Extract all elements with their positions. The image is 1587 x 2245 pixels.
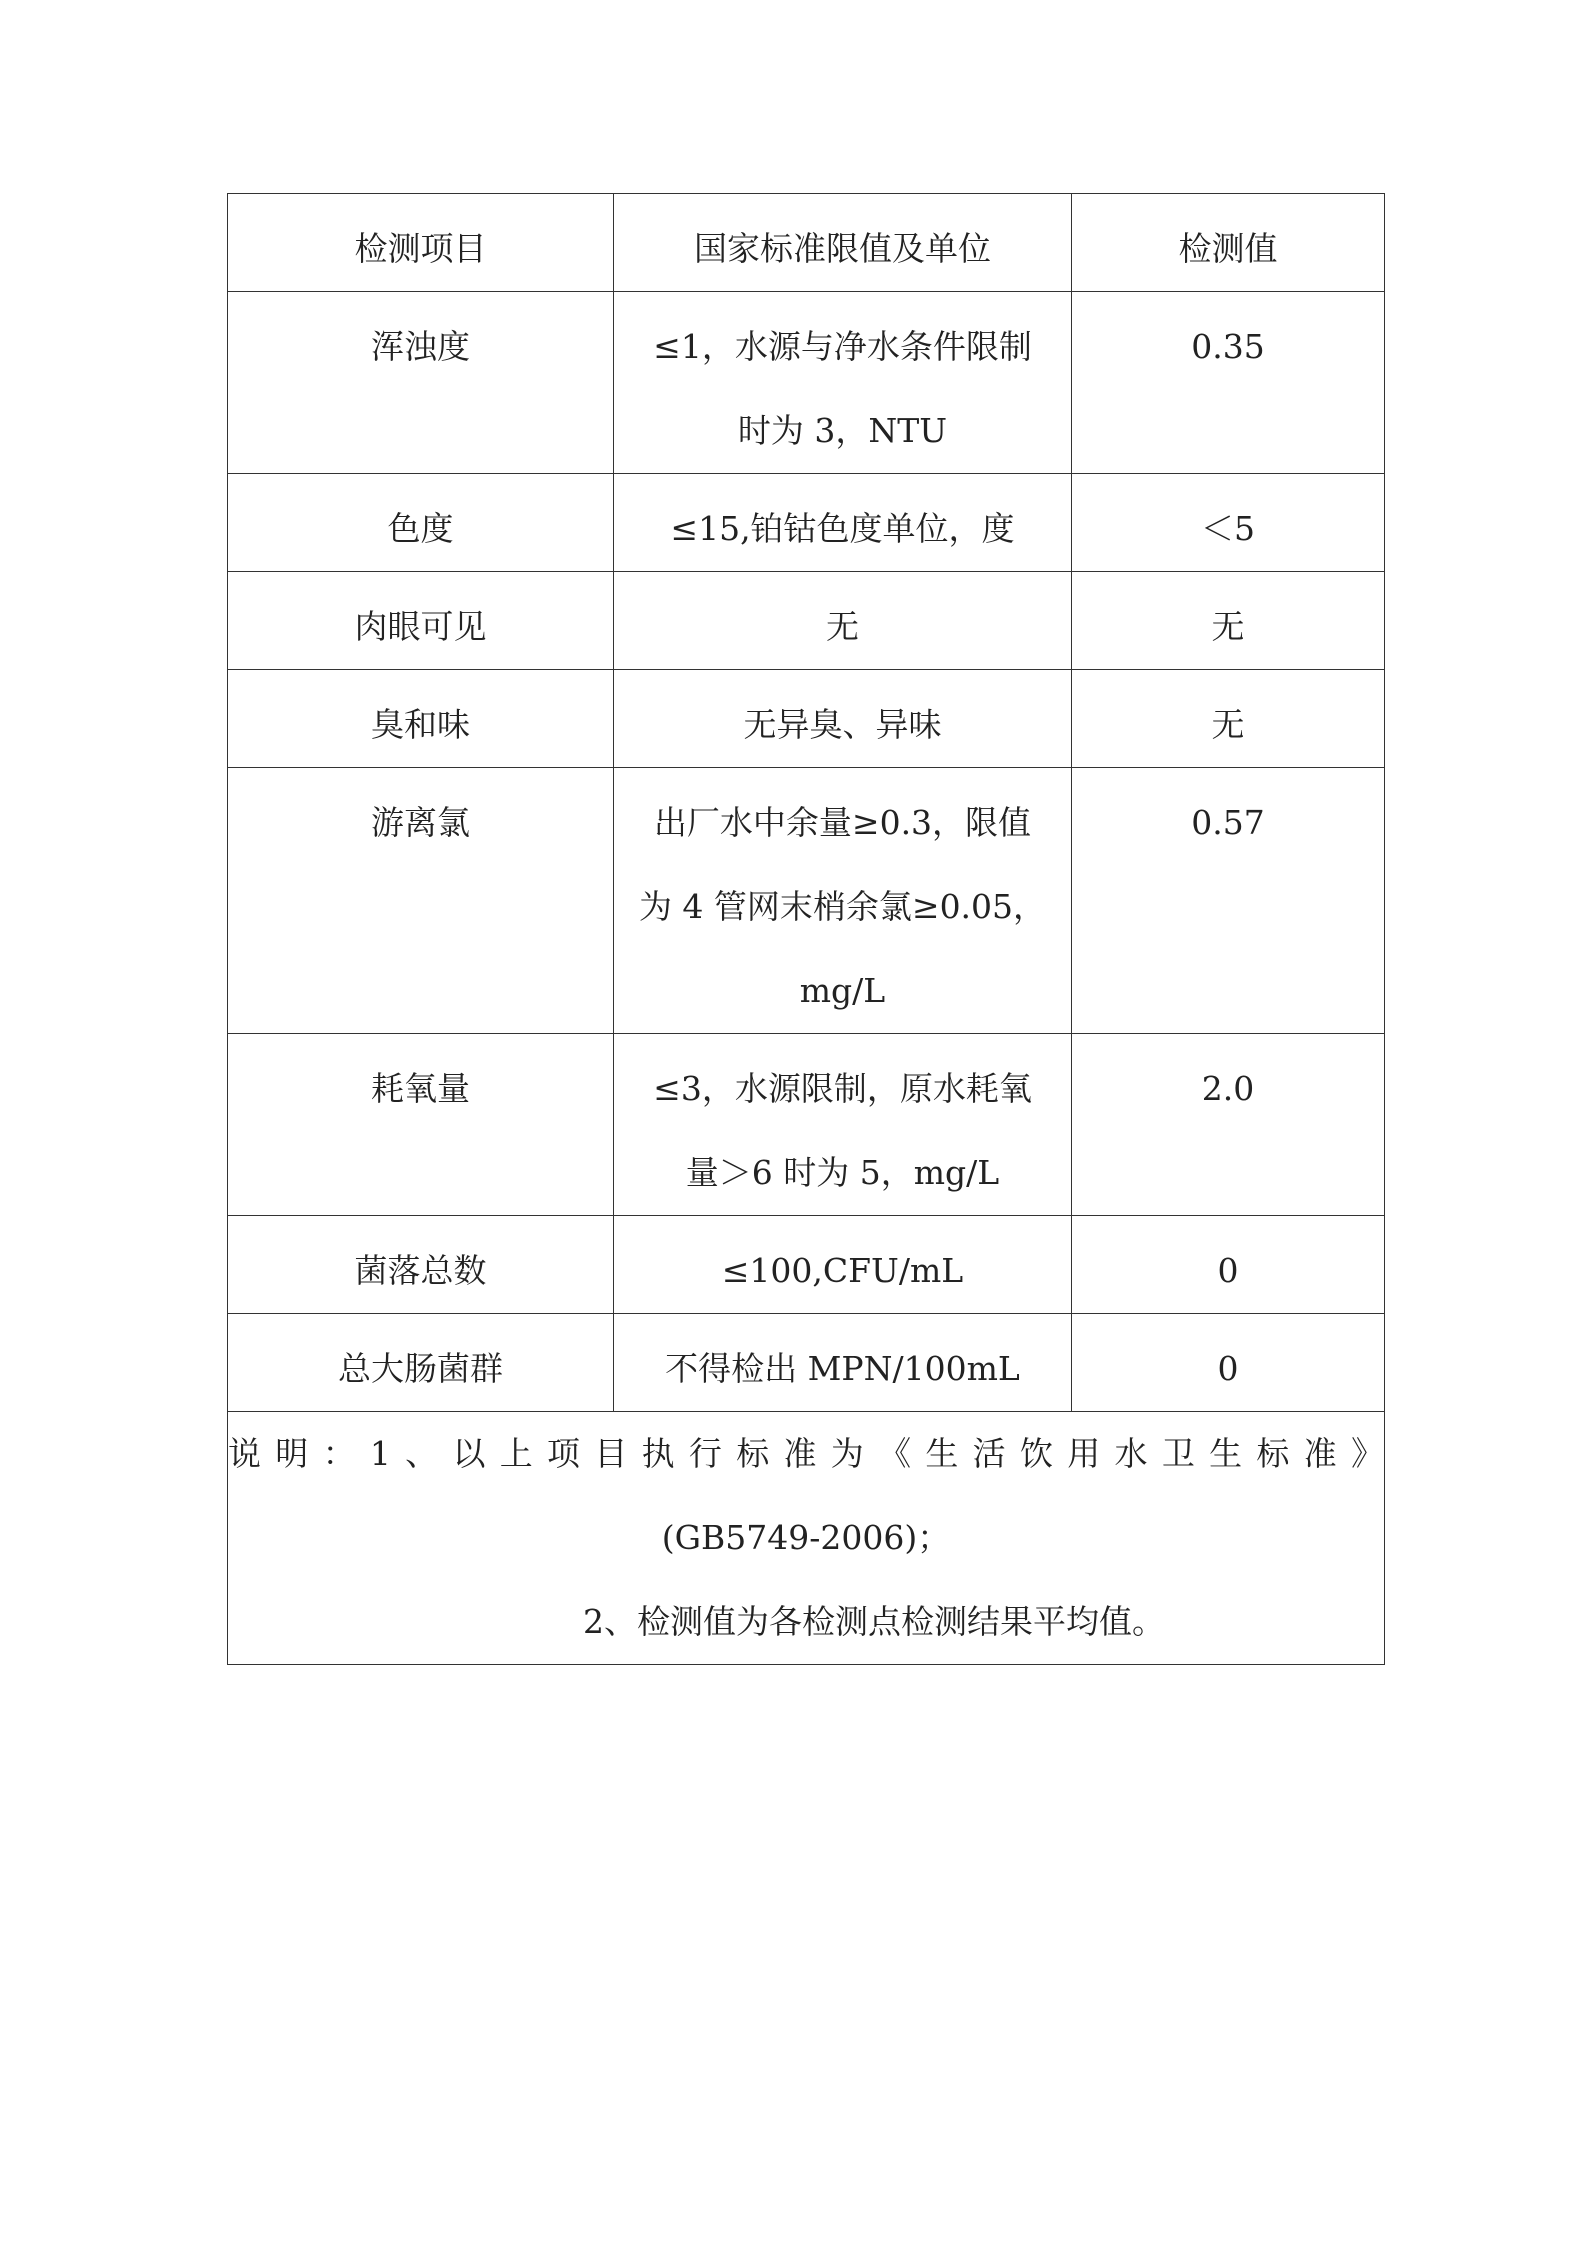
- standard-line: 不得检出 MPN/100mL: [665, 1349, 1020, 1388]
- note-line: 说明：1、以上项目执行标准为《生活饮用水卫生标准》: [228, 1434, 1384, 1473]
- note-line: 2、检测值为各检测点检测结果平均值。: [583, 1602, 1165, 1641]
- standard-cell: [614, 1034, 1072, 1216]
- standard-line: 量＞6 时为 5，mg/L: [685, 1153, 1000, 1192]
- value-cell: 无: [1072, 572, 1385, 670]
- table-row: [228, 1314, 1385, 1412]
- value-cell: 0: [1072, 1216, 1385, 1314]
- item-cell: 浑浊度: [228, 292, 614, 474]
- standard-line: ≤1，水源与净水条件限制: [653, 327, 1032, 366]
- table-row: [228, 1216, 1385, 1314]
- standard-cell: [614, 670, 1072, 768]
- item-cell: 总大肠菌群: [228, 1314, 614, 1412]
- value-cell: 0.57: [1072, 768, 1385, 1034]
- standard-cell: [614, 1314, 1072, 1412]
- standard-cell: [614, 474, 1072, 572]
- table-row: [228, 1034, 1385, 1216]
- item-cell: 菌落总数: [228, 1216, 614, 1314]
- note-row: [228, 1412, 1385, 1665]
- note-line: (GB5749-2006)；: [661, 1518, 951, 1557]
- item-cell: 臭和味: [228, 670, 614, 768]
- standard-cell: [614, 572, 1072, 670]
- standard-line: ≤15,铂钴色度单位，度: [670, 509, 1015, 548]
- table-row: [228, 474, 1385, 572]
- value-cell: 2.0: [1072, 1034, 1385, 1216]
- standard-line: 无异臭、异味: [743, 705, 942, 744]
- item-cell: 色度: [228, 474, 614, 572]
- header-standard: 国家标准限值及单位: [614, 194, 1072, 292]
- standard-line: mg/L: [799, 971, 886, 1010]
- table-row: [228, 292, 1385, 474]
- water-quality-table: [227, 193, 1385, 1665]
- value-cell: ＜5: [1072, 474, 1385, 572]
- header-value: 检测值: [1072, 194, 1385, 292]
- note-cell: [228, 1412, 1385, 1665]
- value-cell: 无: [1072, 670, 1385, 768]
- standard-cell: [614, 768, 1072, 1034]
- standard-line: 为 4 管网末梢余氯≥0.05，: [638, 887, 1047, 926]
- value-cell: 0: [1072, 1314, 1385, 1412]
- table-header-row: [228, 194, 1385, 292]
- table-row: [228, 768, 1385, 1034]
- value-cell: 0.35: [1072, 292, 1385, 474]
- item-cell: 肉眼可见: [228, 572, 614, 670]
- standard-line: 时为 3，NTU: [737, 411, 948, 450]
- item-cell: 耗氧量: [228, 1034, 614, 1216]
- table-row: [228, 572, 1385, 670]
- standard-cell: [614, 292, 1072, 474]
- standard-line: 无: [826, 607, 859, 646]
- header-item: 检测项目: [228, 194, 614, 292]
- table-row: [228, 670, 1385, 768]
- standard-cell: [614, 1216, 1072, 1314]
- standard-line: ≤100,CFU/mL: [721, 1251, 964, 1290]
- standard-line: 出厂水中余量≥0.3，限值: [653, 803, 1032, 842]
- item-cell: 游离氯: [228, 768, 614, 1034]
- standard-line: ≤3，水源限制，原水耗氧: [653, 1069, 1032, 1108]
